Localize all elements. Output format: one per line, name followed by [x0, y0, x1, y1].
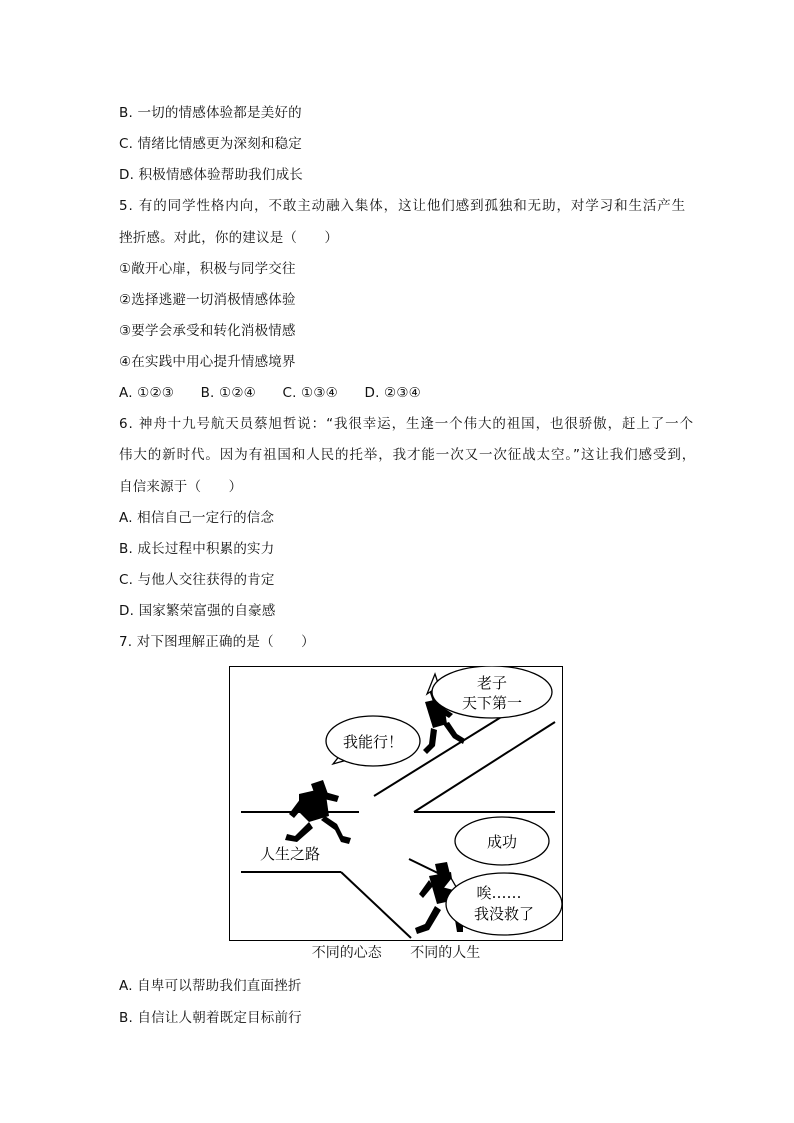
q5-choice-b: B. ①②④: [200, 385, 256, 401]
q7-stem: 7. 对下图理解正确的是（ ）: [119, 634, 315, 650]
q6-stem-line1: 6. 神舟十九号航天员蔡旭哲说：“我很幸运，生逢一个伟大的祖国，也很骄傲，赶上了一个: [119, 416, 694, 432]
q6-option-a: A. 相信自己一定行的信念: [119, 510, 275, 526]
q5-stem-line2: 挫折感。对此，你的建议是（ ）: [119, 230, 339, 246]
q6-option-d: D. 国家繁荣富强的自豪感: [119, 603, 276, 619]
bubble-sad-text1: 唉……: [476, 884, 522, 902]
bubble-top-text2: 天下第一: [461, 694, 523, 712]
q4-option-d: D. 积极情感体验帮助我们成长: [119, 167, 303, 183]
q6-option-c: C. 与他人交往获得的肯定: [119, 572, 275, 588]
q5-stem-line1: 5. 有的同学性格内向，不敢主动融入集体，这让他们感到孤独和无助，对学习和生活产生: [119, 198, 687, 214]
q5-item-2: ②选择逃避一切消极情感体验: [119, 292, 296, 308]
bubble-success-text: 成功: [486, 833, 518, 851]
q5-item-3: ③要学会承受和转化消极情感: [119, 323, 296, 339]
q4-option-c: C. 情绪比情感更为深刻和稳定: [119, 136, 303, 152]
caption-right: 不同的人生: [410, 945, 481, 961]
bubble-mid-text: 我能行！: [342, 733, 404, 751]
road-label: 人生之路: [259, 845, 321, 863]
q5-choice-d: D. ②③④: [364, 385, 421, 401]
q7-option-a: A. 自卑可以帮助我们直面挫折: [119, 978, 302, 994]
q7-option-b: B. 自信让人朝着既定目标前行: [119, 1010, 302, 1026]
bubble-top-text1: 老子: [476, 674, 508, 692]
q5-choice-a: A. ①②③: [119, 385, 175, 401]
cartoon-figure: [229, 666, 563, 941]
q5-item-1: ①敞开心扉，积极与同学交往: [119, 261, 296, 277]
bubble-sad-text2: 我没救了: [473, 905, 535, 923]
q5-item-4: ④在实践中用心提升情感境界: [119, 354, 296, 370]
q6-option-b: B. 成长过程中积累的实力: [119, 541, 275, 557]
caption-left: 不同的心态: [311, 945, 382, 961]
q4-option-b: B. 一切的情感体验都是美好的: [119, 105, 302, 121]
bubble-sad: [446, 873, 562, 935]
figure-caption: [229, 944, 563, 962]
q6-stem-line2: 伟大的新时代。因为有祖国和人民的托举，我才能一次又一次征战太空。”这让我们感受到，: [119, 447, 697, 463]
q5-choices: [119, 384, 443, 402]
q5-choice-c: C. ①③④: [282, 385, 338, 401]
q6-stem-line3: 自信来源于（ ）: [119, 479, 243, 495]
